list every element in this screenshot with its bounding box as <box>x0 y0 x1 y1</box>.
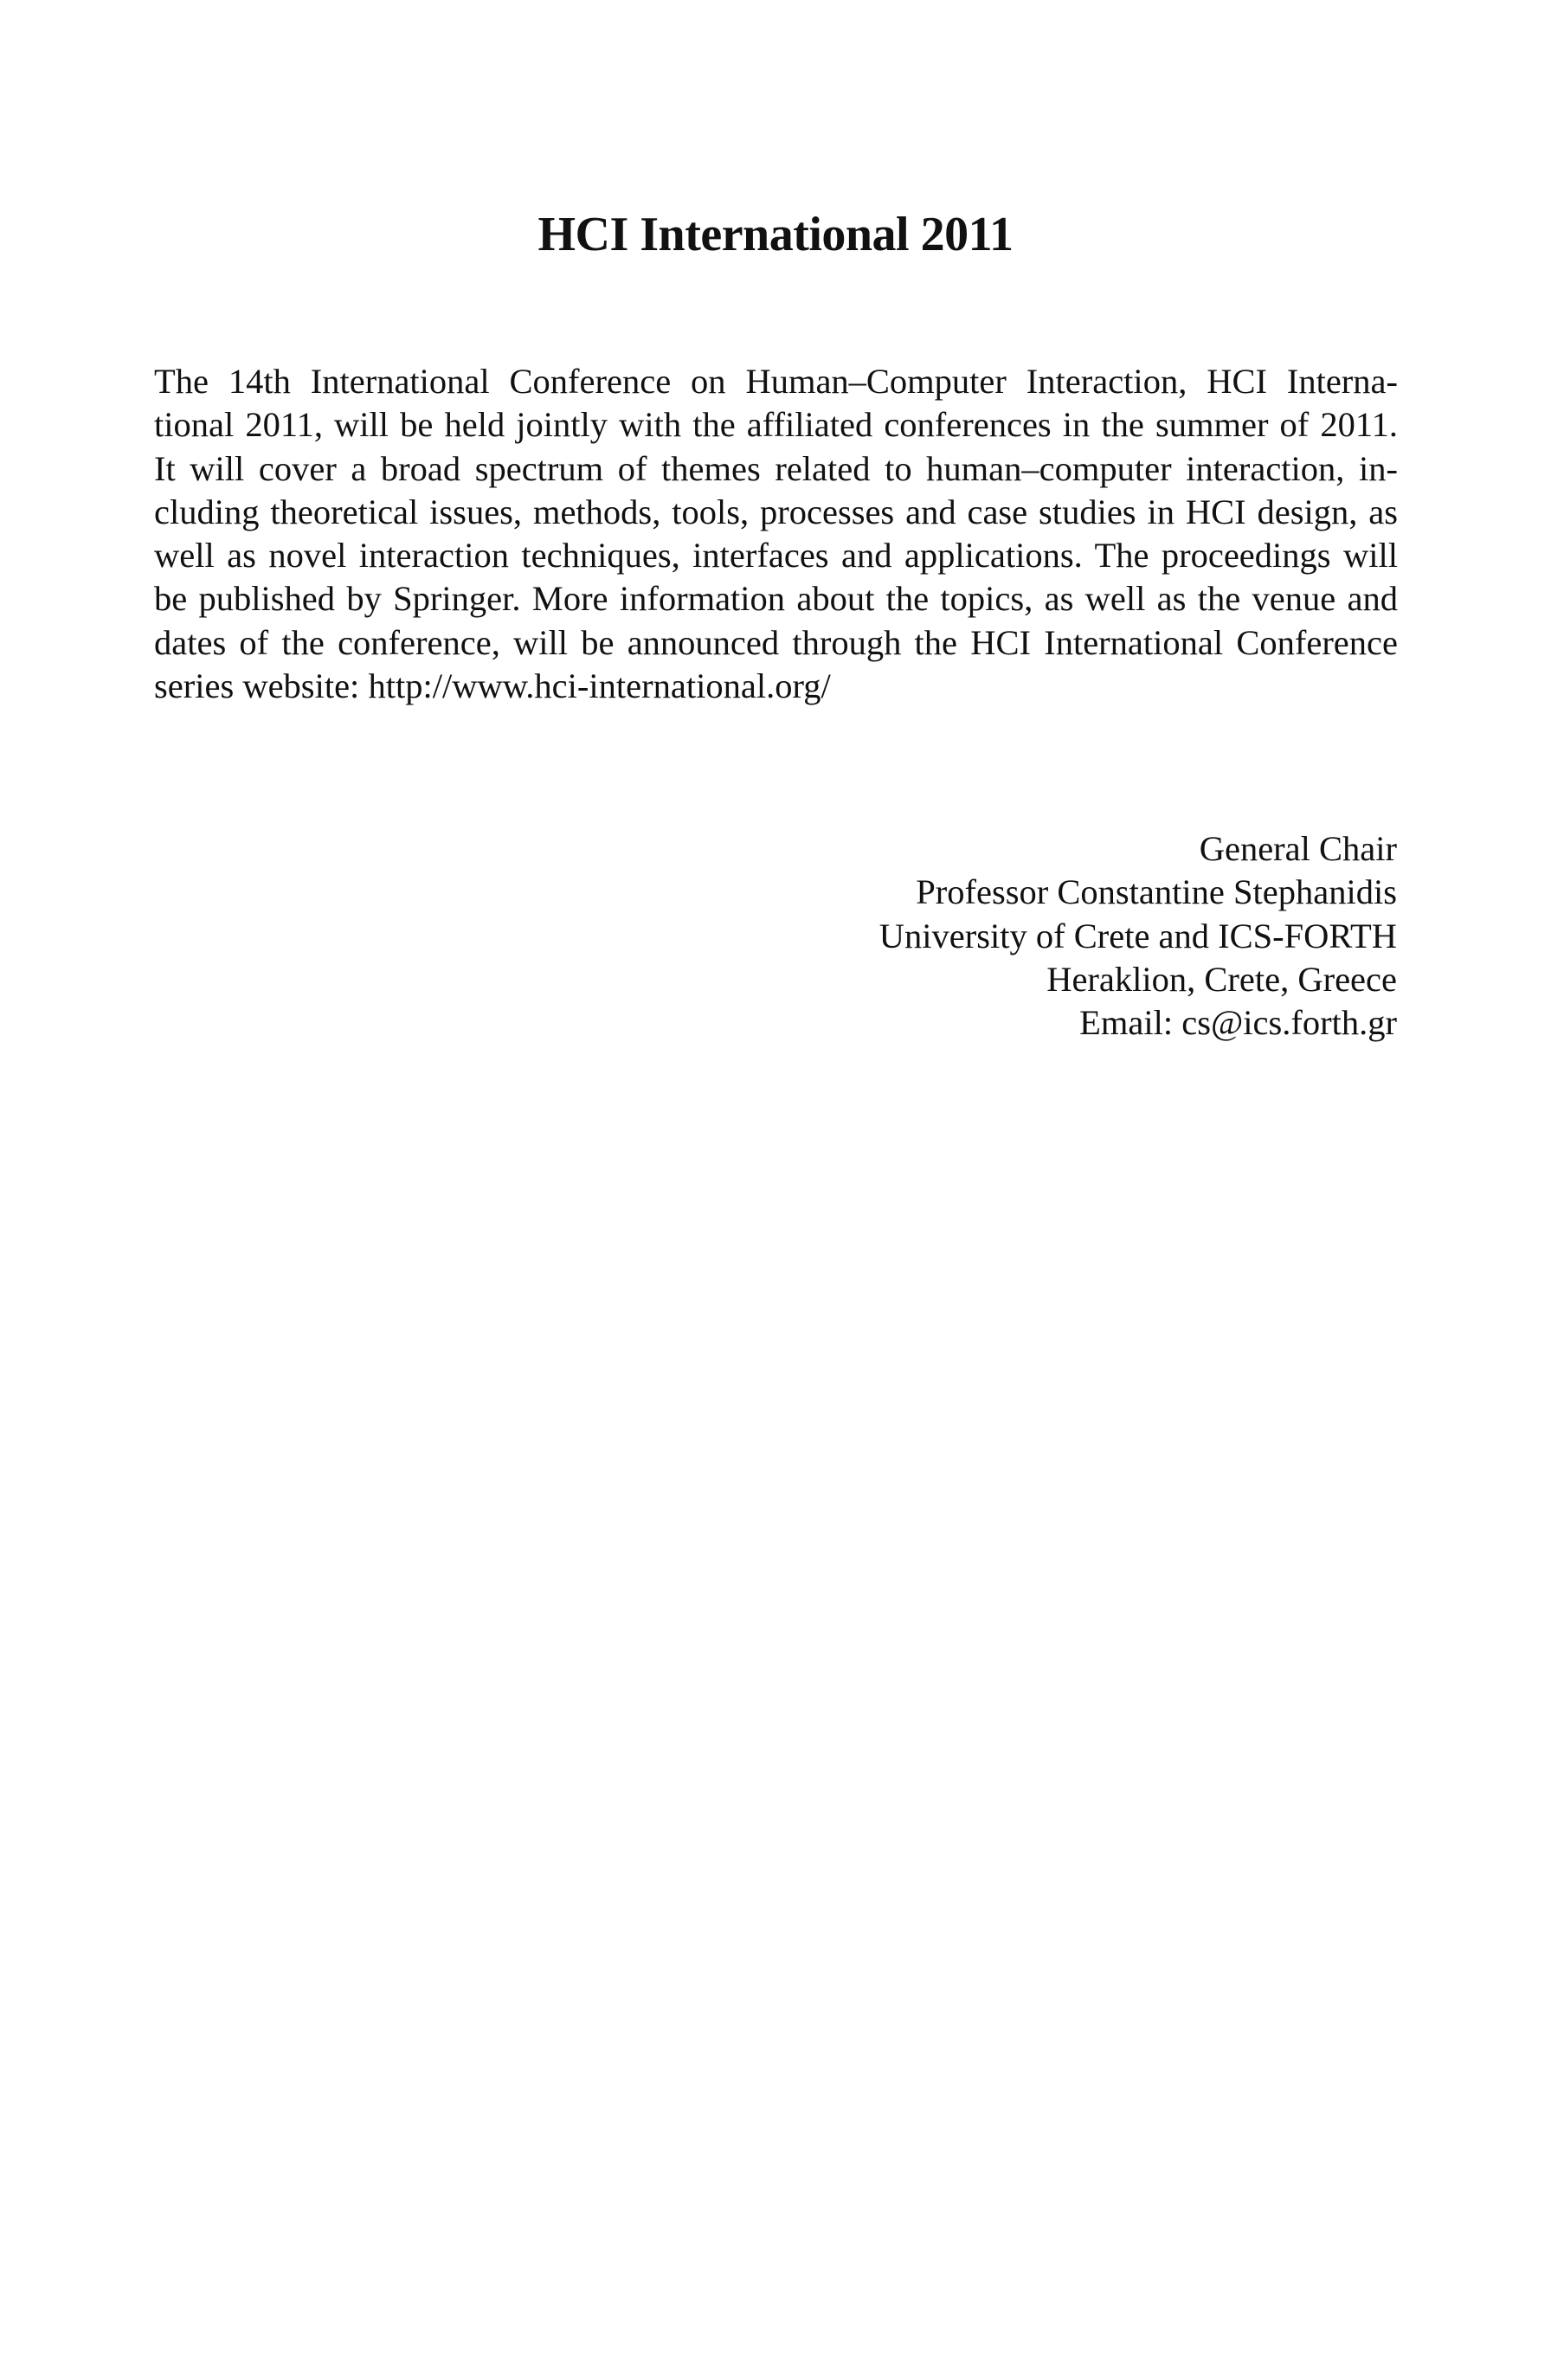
signature-role: General Chair <box>1199 829 1397 868</box>
body-line: tional 2011, will be held jointly with the affiliated conferences in the summer of 2011. <box>154 405 1398 445</box>
body-line: It will cover a broad spectrum of themes related to human–computer interaction, in- <box>154 448 1398 488</box>
signature-location: Heraklion, Crete, Greece <box>1046 959 1397 999</box>
signature-affiliation: University of Crete and ICS-FORTH <box>878 916 1397 955</box>
body-line: be published by Springer. More information about the topics, as well as the venue and <box>154 579 1398 619</box>
website-link[interactable]: http://www.hci-international.org/ <box>368 666 831 706</box>
page-title: HCI International 2011 <box>537 208 1014 261</box>
body-line: well as novel interaction techniques, interfaces and applications. The proceedings will <box>154 536 1398 576</box>
signature-name: Professor Constantine Stephanidis <box>916 872 1397 912</box>
body-line-last <box>154 665 1398 708</box>
body-paragraph <box>154 360 1398 708</box>
body-line: dates of the conference, will be announced through the HCI International Conference <box>154 622 1398 662</box>
signature-block <box>618 827 1397 1045</box>
body-line: The 14th International Conference on Human–Computer Interaction, HCI Interna- <box>154 362 1398 401</box>
body-line: cluding theoretical issues, methods, tools, processes and case studies in HCI design, as <box>154 492 1398 531</box>
signature-email: Email: cs@ics.forth.gr <box>1079 1003 1397 1043</box>
website-label: series website: <box>154 666 369 706</box>
